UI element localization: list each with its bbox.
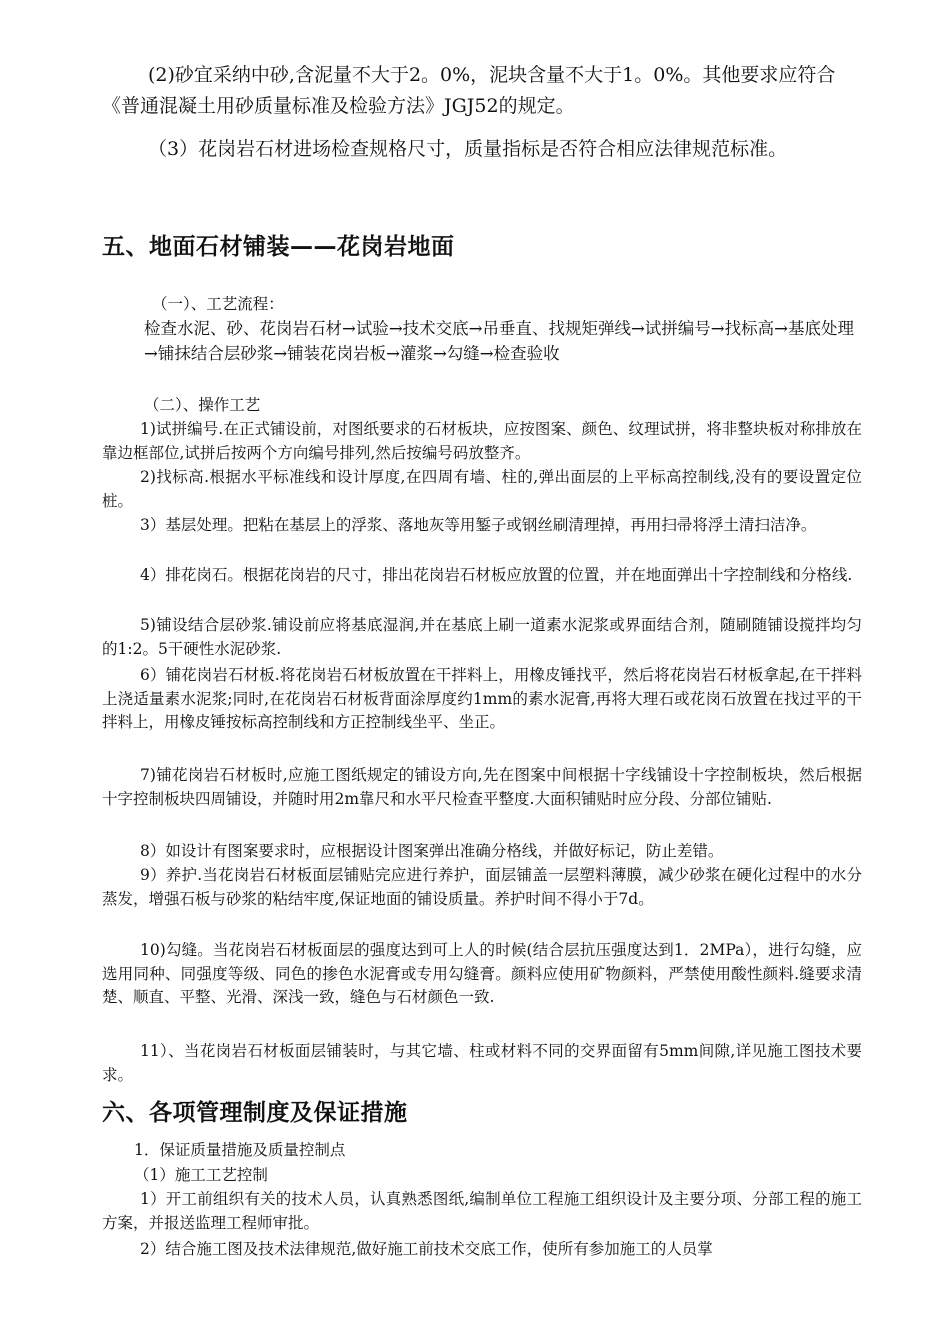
paragraph-granite-inspection: [102, 134, 862, 165]
step-10: [102, 939, 862, 1010]
quality-measures-heading: 1．保证质量措施及质量控制点: [134, 1141, 346, 1159]
control-text: 2）结合施工图及技术法律规范,做好施工前技术交底工作，使所有参加施工的人员掌: [140, 1240, 713, 1258]
step-text: 3）基层处理。把粘在基层上的浮浆、落地灰等用錾子或钢丝刷清理掉，再用扫帚将浮土清扫洁净。: [140, 516, 817, 534]
step-7: [102, 764, 862, 811]
process-control-heading: （1）施工工艺控制: [134, 1166, 268, 1184]
step-1: [102, 418, 862, 465]
step-3: [102, 514, 862, 538]
step-9: [102, 864, 862, 911]
paragraph-text: (2)砂宜采纳中砂,含泥量不大于2。0%，泥块含量不大于1。0%。其他要求应符合《普通混凝土用砂质量标准及检验方法》JGJ52的规定。: [102, 64, 836, 117]
section-5-heading: 五、地面石材铺装——花岗岩地面: [102, 234, 455, 260]
process-flow: 检查水泥、砂、花岗岩石材→试验→技术交底→吊垂直、找规矩弹线→试拼编号→找标高→基底处理→铺抹结合层砂浆→铺装花岗岩板→灌浆→勾缝→检查验收: [144, 319, 854, 363]
step-text: 5)铺设结合层砂浆.铺设前应将基底湿润,并在基底上刷一道素水泥浆或界面结合剂，随刷随铺设搅拌均匀的1:2。5干硬性水泥砂浆.: [102, 616, 862, 658]
step-5: [102, 614, 862, 661]
step-text: 8）如设计有图案要求时，应根据设计图案弹出准确分格线，并做好标记，防止差错。: [140, 842, 724, 860]
step-4: [102, 564, 862, 588]
step-text: 1)试拼编号.在正式铺设前，对图纸要求的石材板块，应按图案、颜色、纹理试拼，将非整块板对称排放在靠边框部位,试拼后按两个方向编号排列,然后按编号码放整齐。: [102, 420, 862, 462]
step-2: [102, 466, 862, 513]
step-11: [102, 1040, 862, 1087]
process-label: （一）、工艺流程：: [152, 295, 284, 313]
paragraph-text: （3）花岗岩石材进场检查规格尺寸，质量指标是否符合相应法律规范标准。: [148, 138, 788, 160]
step-text: 4）排花岗石。根据花岗岩的尺寸，排出花岗岩石材板应放置的位置，并在地面弹出十字控制线和分格线.: [140, 566, 853, 584]
section-6-heading: 六、各项管理制度及保证措施: [102, 1100, 408, 1126]
step-text: 7)铺花岗岩石材板时,应施工图纸规定的铺设方向,先在图案中间根据十字线铺设十字控制板块，然后根据十字控制板块四周铺设，并随时用2m靠尺和水平尺检查平整度.大面积铺贴时应分段、分部位铺贴.: [102, 766, 862, 808]
operation-label: （二）、操作工艺: [144, 396, 261, 414]
step-text: 2)找标高.根据水平标准线和设计厚度,在四周有墙、柱的,弹出面层的上平标高控制线,没有的要设置定位桩。: [102, 468, 862, 510]
control-text: 1）开工前组织有关的技术人员，认真熟悉图纸,编制单位工程施工组织设计及主要分项、分部工程的施工方案，并报送监理工程师审批。: [102, 1190, 862, 1232]
step-text: 10)勾缝。当花岗岩石材板面层的强度达到可上人的时候(结合层抗压强度达到1．2MPa），进行勾缝，应选用同种、同强度等级、同色的掺色水泥膏或专用勾缝膏。颜料应使用矿物颜料，严禁使用酸性颜料.缝要求清楚、顺直、平整、光滑、深浅一致，缝色与石材颜色一致.: [102, 941, 862, 1006]
control-item-2: [102, 1238, 862, 1262]
step-text: 9）养护.当花岗岩石材板面层铺贴完应进行养护，面层铺盖一层塑料薄膜，减少砂浆在硬化过程中的水分蒸发，增强石板与砂浆的粘结牢度,保证地面的铺设质量。养护时间不得小于7d。: [102, 866, 862, 908]
control-item-1: [102, 1188, 862, 1235]
step-text: 6）铺花岗岩石材板.将花岗岩石材板放置在干拌料上，用橡皮锤找平，然后将花岗岩石材板拿起,在干拌料上浇适量素水泥浆;同时,在花岗岩石材板背面涂厚度约1mm的素水泥膏,再将大理石或花岗石放置在找过平的干拌料上，用橡皮锤按标高控制线和方正控制线坐平、坐正。: [102, 666, 862, 731]
paragraph-sand-requirement: [102, 60, 862, 122]
step-6: [102, 664, 862, 735]
step-8: [102, 840, 862, 864]
step-text: 11）、当花岗岩石材板面层铺装时，与其它墙、柱或材料不同的交界面留有5mm间隙,详见施工图技术要求。: [102, 1042, 862, 1084]
